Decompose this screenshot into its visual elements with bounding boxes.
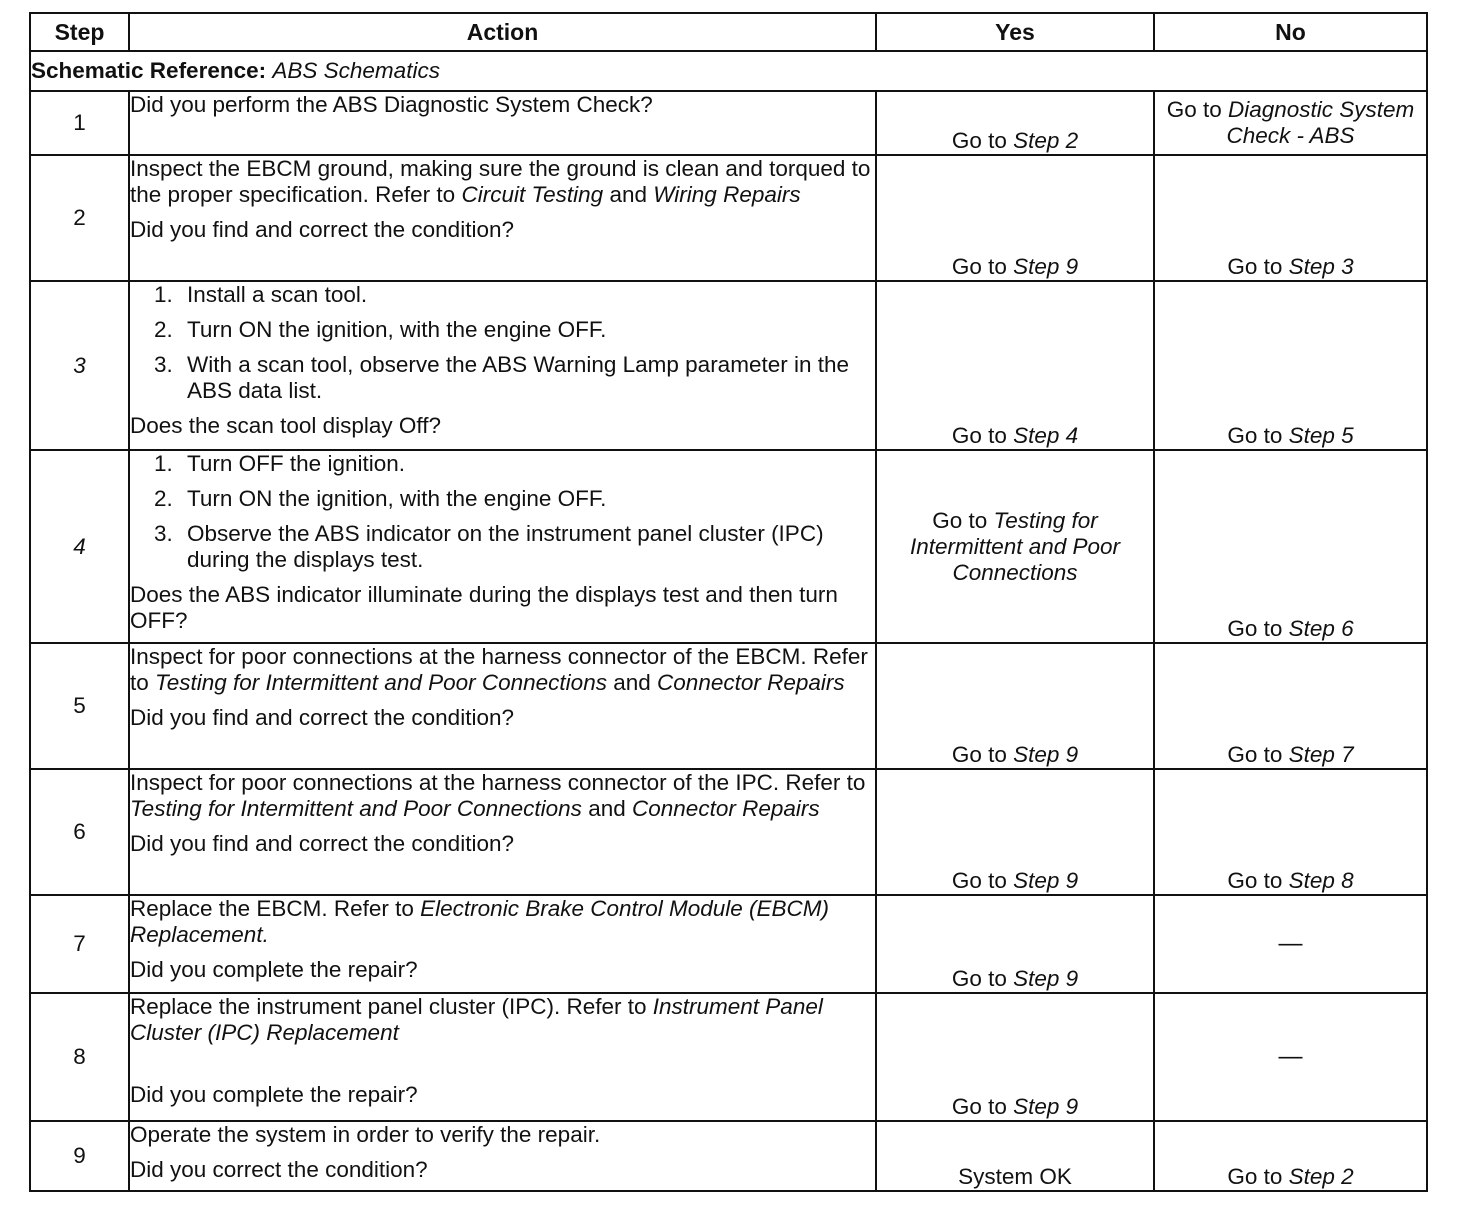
header-yes: Yes <box>876 13 1154 51</box>
no-cell: Go to Step 2 <box>1154 1121 1427 1191</box>
table-row <box>30 993 1427 1121</box>
step-number: 2 <box>30 155 129 281</box>
action-text: Inspect for poor connections at the harness connector of the IPC. Refer to Testing for Intermittent and Poor Connections and Connector Repairs <box>130 770 866 821</box>
no-cell: Go to Diagnostic System Check - ABS <box>1154 91 1427 155</box>
action-cell <box>129 643 876 769</box>
action-text: Operate the system in order to verify the repair. <box>130 1122 601 1147</box>
action-question: Did you perform the ABS Diagnostic System Check? <box>130 92 653 117</box>
no-cell: Go to Step 3 <box>1154 155 1427 281</box>
no-cell: — <box>1154 993 1427 1121</box>
table-row <box>30 769 1427 895</box>
header-step: Step <box>30 13 129 51</box>
no-cell: — <box>1154 895 1427 993</box>
list-item: 2. Turn ON the ignition, with the engine OFF. <box>154 317 607 342</box>
yes-cell: Go to Step 4 <box>876 281 1154 450</box>
yes-cell: Go to Step 9 <box>876 155 1154 281</box>
no-link: Diagnostic System Check - ABS <box>1226 97 1415 148</box>
action-question: Did you find and correct the condition? <box>130 217 514 242</box>
action-cell <box>129 993 876 1121</box>
yes-link: Step 4 <box>1013 423 1079 448</box>
action-text: Replace the EBCM. Refer to Electronic Brake Control Module (EBCM) Replacement. <box>130 896 830 947</box>
yes-cell: Go to Step 9 <box>876 769 1154 895</box>
action-text: Inspect the EBCM ground, making sure the ground is clean and torqued to the proper specification. Refer to Circuit Testing and Wiring Repairs <box>130 156 871 207</box>
action-question: Did you complete the repair? <box>130 1082 418 1107</box>
step-number: 5 <box>30 643 129 769</box>
action-text: Inspect for poor connections at the harness connector of the EBCM. Refer to Testing for Intermittent and Poor Connections and Connector Repairs <box>130 644 868 695</box>
header-no: No <box>1154 13 1427 51</box>
step-number: 3 <box>30 281 129 450</box>
step-number: 9 <box>30 1121 129 1191</box>
action-question: Did you correct the condition? <box>130 1157 428 1182</box>
table-row <box>30 155 1427 281</box>
yes-link: Step 9 <box>1013 1094 1079 1119</box>
list-item: 3. Observe the ABS indicator on the instrument panel cluster (IPC) during the displays test. <box>154 521 824 572</box>
list-item: 1. Turn OFF the ignition. <box>154 451 406 476</box>
yes-link: Step 9 <box>1013 254 1079 279</box>
reference-link: Connector Repairs <box>632 796 820 821</box>
schematic-reference-row <box>30 51 1427 91</box>
yes-cell: Go to Step 9 <box>876 895 1154 993</box>
reference-link: Testing for Intermittent and Poor Connections <box>130 796 582 821</box>
list-item: 2. Turn ON the ignition, with the engine OFF. <box>154 486 607 511</box>
action-cell <box>129 155 876 281</box>
reference-link: Wiring Repairs <box>653 182 801 207</box>
yes-link: Step 9 <box>1013 966 1079 991</box>
action-cell <box>129 1121 876 1191</box>
schematic-reference-label: Schematic Reference: <box>31 58 267 83</box>
step-number: 8 <box>30 993 129 1121</box>
action-cell <box>129 450 876 643</box>
no-link: Step 7 <box>1288 742 1354 767</box>
header-row <box>30 13 1427 51</box>
no-link: Step 2 <box>1288 1164 1354 1189</box>
reference-link: Instrument Panel Cluster (IPC) Replacement <box>130 994 823 1045</box>
no-link: Step 5 <box>1288 423 1354 448</box>
step-number: 6 <box>30 769 129 895</box>
diagnostic-table <box>29 12 1428 1192</box>
yes-cell: Go to Step 2 <box>876 91 1154 155</box>
action-question: Does the scan tool display Off? <box>130 413 442 438</box>
action-question: Does the ABS indicator illuminate during the displays test and then turn OFF? <box>130 582 838 633</box>
action-text: Replace the instrument panel cluster (IPC). Refer to Instrument Panel Cluster (IPC) Replacement <box>130 994 823 1045</box>
yes-cell: Go to Step 9 <box>876 993 1154 1121</box>
yes-link: Step 9 <box>1013 742 1079 767</box>
procedure-list <box>130 282 875 404</box>
reference-link: Electronic Brake Control Module (EBCM) Replacement. <box>130 896 830 947</box>
yes-cell: System OK <box>876 1121 1154 1191</box>
table-row <box>30 1121 1427 1191</box>
schematic-reference <box>30 51 1427 91</box>
schematic-reference-link: ABS Schematics <box>272 58 440 83</box>
list-item: 3. With a scan tool, observe the ABS Warning Lamp parameter in the ABS data list. <box>154 352 850 403</box>
no-cell: Go to Step 8 <box>1154 769 1427 895</box>
reference-link: Circuit Testing <box>461 182 604 207</box>
action-cell <box>129 91 876 155</box>
no-link: Step 6 <box>1288 616 1354 641</box>
yes-link: Testing for Intermittent and Poor Connections <box>909 507 1121 585</box>
no-cell: Go to Step 7 <box>1154 643 1427 769</box>
step-number: 4 <box>30 450 129 643</box>
action-question: Did you find and correct the condition? <box>130 831 514 856</box>
no-cell: Go to Step 6 <box>1154 450 1427 643</box>
table-row <box>30 450 1427 643</box>
reference-link: Testing for Intermittent and Poor Connections <box>155 670 607 695</box>
no-link: Step 8 <box>1288 868 1354 893</box>
yes-cell: Go to Step 9 <box>876 643 1154 769</box>
yes-cell: Go to Testing for Intermittent and Poor Connections <box>876 450 1154 643</box>
list-item: 1. Install a scan tool. <box>154 282 368 307</box>
action-cell <box>129 895 876 993</box>
step-number: 1 <box>30 91 129 155</box>
reference-link: Connector Repairs <box>657 670 845 695</box>
no-link: Step 3 <box>1288 254 1354 279</box>
no-cell: Go to Step 5 <box>1154 281 1427 450</box>
action-cell <box>129 281 876 450</box>
table-row <box>30 643 1427 769</box>
action-cell <box>129 769 876 895</box>
step-number: 7 <box>30 895 129 993</box>
yes-link: Step 9 <box>1013 868 1079 893</box>
action-question: Did you find and correct the condition? <box>130 705 514 730</box>
table-row <box>30 281 1427 450</box>
table-row <box>30 91 1427 155</box>
table-row <box>30 895 1427 993</box>
yes-link: Step 2 <box>1013 128 1079 153</box>
header-action: Action <box>129 13 876 51</box>
action-question: Did you complete the repair? <box>130 957 418 982</box>
procedure-list <box>130 451 875 573</box>
